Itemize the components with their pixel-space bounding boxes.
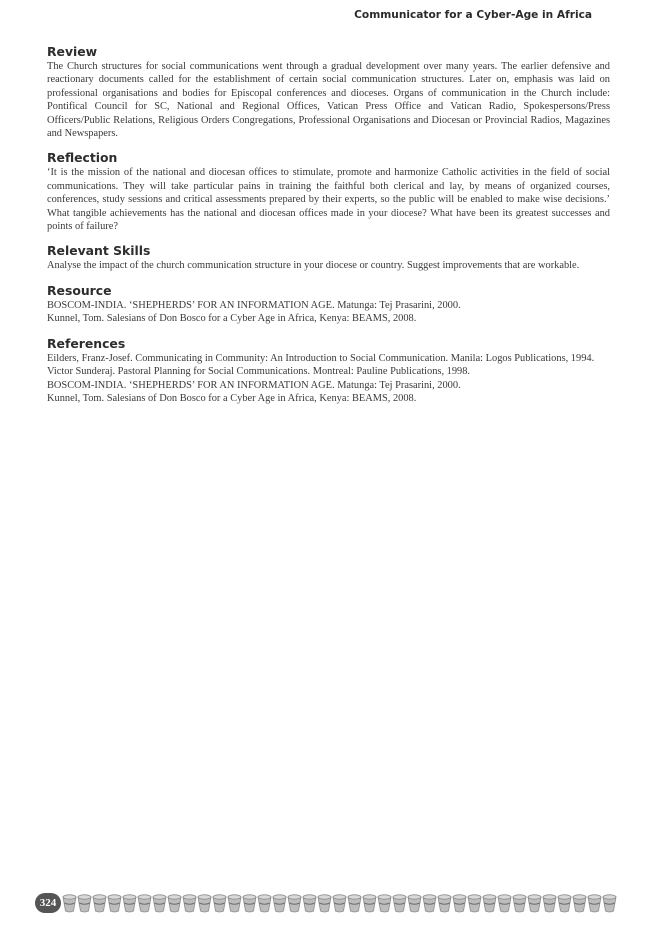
resource-section bbox=[47, 283, 610, 326]
references-heading: References bbox=[47, 335, 126, 351]
cup-icon bbox=[452, 894, 467, 914]
cup-icon bbox=[122, 894, 137, 914]
cup-icon bbox=[227, 894, 242, 914]
reflection-section bbox=[47, 150, 610, 233]
review-heading: Review bbox=[47, 44, 98, 59]
cup-icon bbox=[377, 894, 392, 914]
cup-icon bbox=[317, 894, 332, 914]
cup-icon bbox=[137, 894, 152, 914]
cup-icon bbox=[512, 894, 527, 914]
review-section bbox=[47, 44, 610, 140]
cup-icon bbox=[167, 894, 182, 914]
cup-icon bbox=[422, 894, 437, 914]
cup-icon bbox=[182, 894, 197, 914]
review-text: The Church structures for social communications went through a gradual development over many years. The earlier defensive and reactionary documents called for the establishment of certain social communication structures. Later on, emphasis was laid on professional organisations and bodies for Episcopal conferences and dioceses. Organs of communication in the Church include: Pontifical Council for SC, National and Regional Offices, Vatican Press Office and Vatican Radio, Spokespersons/Press Officers/Public Relations, Religious Orders Congregations, Professional Organisations and Diocesan or Provincial Radios, Magazines and Newspapers. bbox=[47, 61, 610, 140]
cup-icon bbox=[482, 894, 497, 914]
page-number: 324 bbox=[35, 893, 61, 913]
reference-item: Eilders, Franz-Josef. Communicating in Community: An Introduction to Social Communication. Manila: Logos Publications, 1994. bbox=[47, 352, 595, 364]
cup-icon bbox=[602, 894, 617, 914]
cup-icon bbox=[197, 894, 212, 914]
resource-heading: Resource bbox=[47, 282, 112, 298]
cup-icon bbox=[272, 894, 287, 914]
cup-icon bbox=[497, 894, 512, 914]
cup-icon bbox=[572, 894, 587, 914]
cup-icon bbox=[152, 894, 167, 914]
cup-icon bbox=[92, 894, 107, 914]
cup-icon bbox=[242, 894, 257, 914]
cup-icon bbox=[392, 894, 407, 914]
cup-icon bbox=[332, 894, 347, 914]
cup-icon bbox=[302, 894, 317, 914]
cup-icon bbox=[527, 894, 542, 914]
cup-icon bbox=[62, 894, 77, 914]
resource-item: Kunnel, Tom. Salesians of Don Bosco for a Cyber Age in Africa, Kenya: BEAMS, 2008. bbox=[47, 313, 417, 325]
references-section bbox=[47, 336, 610, 406]
skills-text: Analyse the impact of the church communication structure in your diocese or country. Suggest improvements that are workable. bbox=[47, 260, 580, 272]
cup-icon bbox=[287, 894, 302, 914]
cup-icon bbox=[107, 894, 122, 914]
reflection-heading: Reflection bbox=[47, 150, 118, 166]
reference-item: BOSCOM-INDIA. ‘SHEPHERDS’ FOR AN INFORMATION AGE. Matunga: Tej Prasarini, 2000. bbox=[47, 379, 461, 391]
cup-icon bbox=[407, 894, 422, 914]
reflection-text: ‘It is the mission of the national and diocesan offices to stimulate, promote and harmonize Catholic activities in the field of social communications. They will take particular pains in training the faithful both clerical and lay, by means of organized courses, conferences, study sessions and critical assessments prepared by their experts, so the public will be enabled to make wise decisions.’ What tangible achievements has the national and diocesan offices made in your diocese? What have been its greatest successes and points of failure? bbox=[47, 167, 610, 233]
reference-item: Kunnel, Tom. Salesians of Don Bosco for a Cyber Age in Africa, Kenya: BEAMS, 2008. bbox=[47, 392, 417, 404]
resource-item: BOSCOM-INDIA. ‘SHEPHERDS’ FOR AN INFORMATION AGE. Matunga: Tej Prasarini, 2000. bbox=[47, 299, 461, 311]
cup-icon bbox=[212, 894, 227, 914]
footer-ornament-strip bbox=[62, 894, 618, 914]
cup-icon bbox=[587, 894, 602, 914]
skills-section bbox=[47, 243, 610, 272]
cup-icon bbox=[437, 894, 452, 914]
cup-icon bbox=[362, 894, 377, 914]
page-content bbox=[47, 44, 610, 415]
cup-icon bbox=[77, 894, 92, 914]
cup-icon bbox=[542, 894, 557, 914]
reference-item: Victor Sunderaj. Pastoral Planning for Social Communications. Montreal: Pauline Publications, 1998. bbox=[47, 366, 471, 378]
cup-icon bbox=[347, 894, 362, 914]
cup-icon bbox=[467, 894, 482, 914]
cup-icon bbox=[557, 894, 572, 914]
skills-heading: Relevant Skills bbox=[47, 243, 151, 259]
running-header: Communicator for a Cyber-Age in Africa bbox=[354, 9, 592, 21]
cup-icon bbox=[257, 894, 272, 914]
